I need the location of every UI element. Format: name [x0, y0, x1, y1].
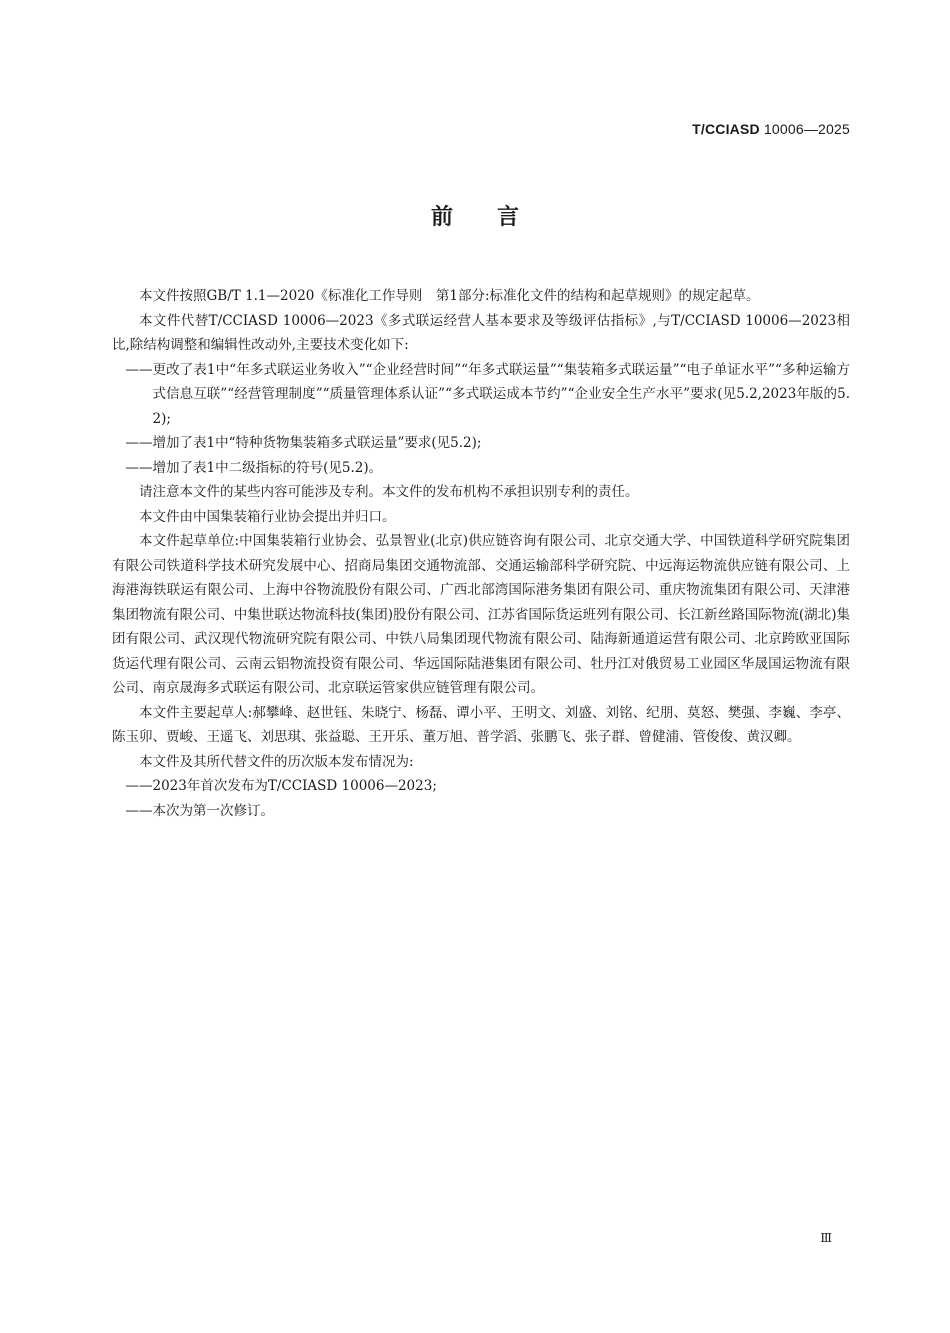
page-title: 前言	[430, 205, 563, 230]
history-item-text: 本次为第一次修订。	[152, 802, 274, 819]
paragraph-history-intro: 本文件及其所代替文件的历次版本发布情况为:	[139, 753, 414, 770]
change-item-text: 增加了表1中二级指标的符号(见5.2)。	[152, 459, 383, 476]
paragraph-replacement: 本文件代替T/CCIASD 10006—2023《多式联运经营人基本要求及等级评估指标》,与T/CCIASD 10006—2023相比,除结构调整和编辑性改动外,主要技术变化如下:	[112, 312, 850, 353]
paragraph-proposed-by: 本文件由中国集装箱行业协会提出并归口。	[139, 508, 396, 525]
history-item	[112, 799, 850, 824]
paragraph-drafting-rule: 本文件按照GB/T 1.1—2020《标准化工作导则 第1部分:标准化文件的结构和起草规则》的规定起草。	[139, 288, 760, 304]
dash-symbol: ——	[125, 778, 153, 794]
dash-symbol: ——	[125, 802, 153, 819]
paragraph-drafting-units: 本文件起草单位:中国集装箱行业协会、弘景智业(北京)供应链咨询有限公司、北京交通大学、中国铁道科学研究院集团有限公司铁道科学技术研究发展中心、招商局集团交通物流部、交通运输部科学研究院、中远海运物流供应链有限公司、上海港海铁联运有限公司、上海中谷物流股份有限公司、广西北部湾国际港务集团有限公司、重庆物流集团有限公司、天津港集团物流有限公司、中集世联达物流科技(集团)股份有限公司、江苏省国际货运班列有限公司、长江新丝路国际物流(湖北)集团有限公司、武汉现代物流研究院有限公司、中铁八局集团现代物流有限公司、陆海新通道运营有限公司、北京跨欧亚国际货运代理有限公司、云南云铝物流投资有限公司、华远国际陆港集团有限公司、牡丹江对俄贸易工业园区华晟国运物流有限公司、南京晟海多式联运有限公司、北京联运管家供应链管理有限公司。	[112, 533, 850, 696]
foreword-body	[112, 284, 850, 823]
change-item	[112, 456, 850, 481]
dash-symbol: ——	[125, 459, 153, 476]
history-item	[112, 774, 850, 799]
change-item	[112, 358, 850, 432]
document-code	[692, 121, 850, 137]
document-code-number: 10006—2025	[763, 121, 850, 137]
page-number: Ⅲ	[820, 1231, 832, 1245]
document-code-prefix: T/CCIASD	[692, 121, 760, 137]
dash-symbol: ——	[125, 361, 153, 378]
paragraph-patent-notice: 请注意本文件的某些内容可能涉及专利。本文件的发布机构不承担识别专利的责任。	[139, 484, 639, 500]
dash-symbol: ——	[125, 435, 153, 451]
change-item	[112, 431, 850, 456]
history-item-text: 2023年首次发布为T/CCIASD 10006—2023;	[152, 778, 437, 794]
paragraph-drafters: 本文件主要起草人:郝攀峰、赵世钰、朱晓宁、杨磊、谭小平、王明文、刘盛、刘铭、纪朋、莫怒、樊强、李巍、李亭、陈玉卯、贾峻、王遥飞、刘思琪、张益聪、王开乐、董万旭、普学滔、张鹏飞、张子群、曾健浦、管俊俊、黄汉卿。	[112, 704, 850, 745]
change-item-text: 增加了表1中“特种货物集装箱多式联运量”要求(见5.2);	[152, 435, 482, 451]
change-item-text: 更改了表1中“年多式联运业务收入”“企业经营时间”“年多式联运量”“集装箱多式联运量”“电子单证水平”“多种运输方式信息互联”“经营管理制度”“质量管理体系认证”“多式联运成本节约”“企业安全生产水平”要求(见5.2,2023年版的5.2);	[152, 361, 850, 427]
